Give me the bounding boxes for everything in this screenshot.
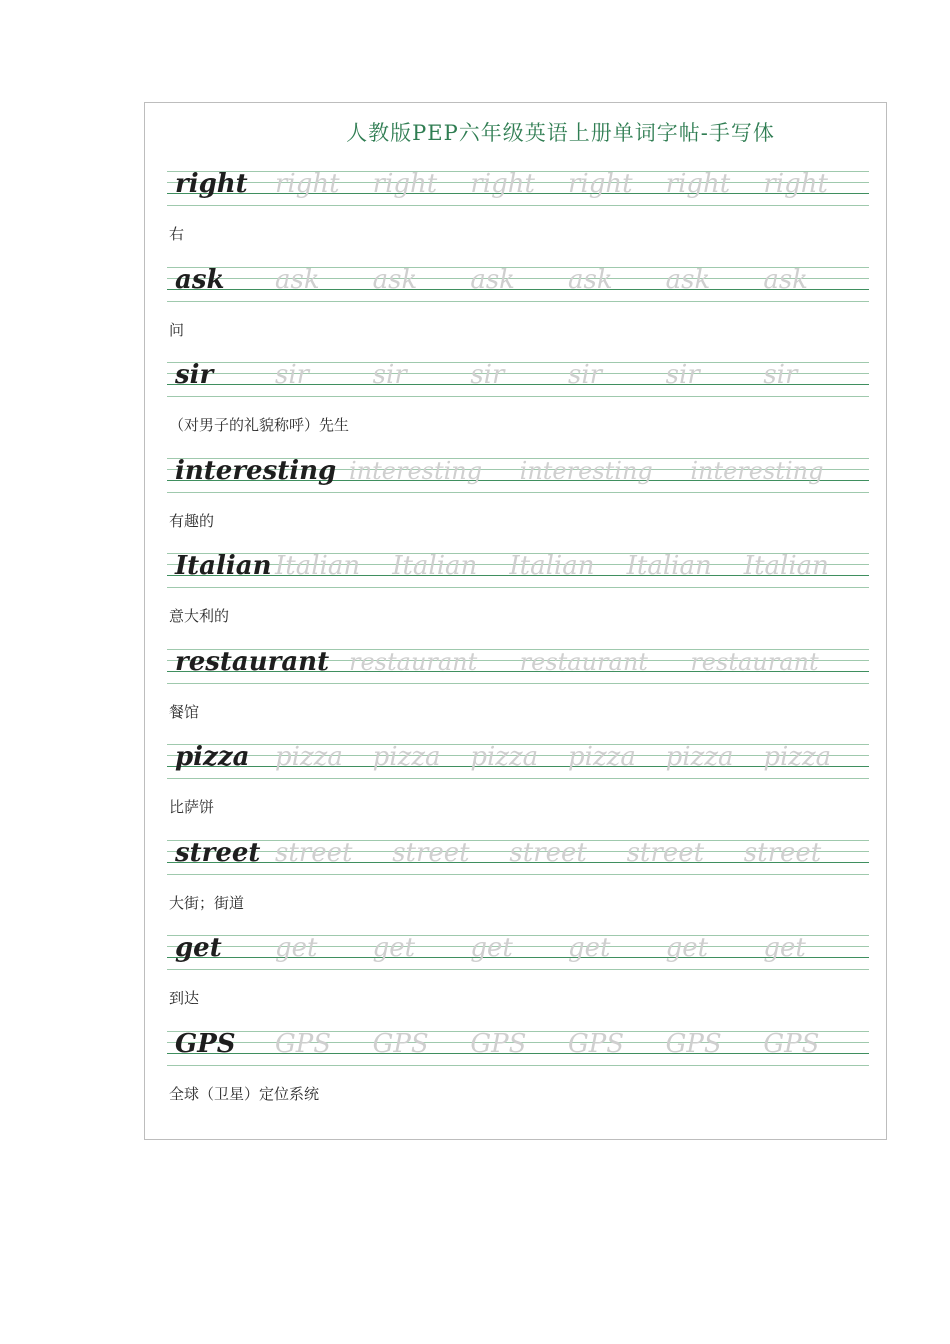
word-meaning: 右 bbox=[169, 225, 185, 243]
word-meaning: 有趣的 bbox=[169, 511, 215, 530]
practice-row bbox=[167, 643, 869, 691]
trace-word: Italian bbox=[509, 551, 595, 581]
trace-word: Italian bbox=[275, 551, 361, 581]
trace-word: right bbox=[372, 169, 438, 199]
model-word: restaurant bbox=[175, 646, 330, 677]
trace-word: pizza bbox=[665, 742, 734, 772]
model-word: GPS bbox=[175, 1028, 236, 1059]
trace-word: right bbox=[275, 169, 340, 199]
trace-word: sir bbox=[763, 360, 798, 390]
model-word: pizza bbox=[175, 742, 250, 772]
trace-word: ask bbox=[568, 264, 613, 295]
guide-line bbox=[167, 396, 869, 397]
word-meaning: 意大利的 bbox=[169, 607, 230, 625]
copybook-sheet bbox=[144, 102, 887, 1140]
trace-word: ask bbox=[275, 264, 320, 295]
trace-word: Italian bbox=[743, 551, 829, 581]
word-meaning: 问 bbox=[169, 320, 185, 339]
word-meaning: 比萨饼 bbox=[169, 798, 215, 816]
trace-word: sir bbox=[275, 360, 310, 390]
trace-word: right bbox=[568, 169, 633, 199]
guide-line bbox=[167, 1065, 869, 1066]
model-word: sir bbox=[175, 360, 214, 390]
trace-word: ask bbox=[470, 264, 515, 295]
practice-row bbox=[167, 452, 869, 500]
trace-word: restaurant bbox=[349, 647, 478, 676]
word-meaning: 到达 bbox=[169, 989, 200, 1007]
model-word: get bbox=[175, 933, 222, 963]
trace-word: right bbox=[763, 169, 828, 199]
trace-word: get bbox=[275, 933, 318, 963]
word-meaning: 大街；街道 bbox=[169, 893, 245, 912]
trace-word: GPS bbox=[275, 1028, 332, 1059]
trace-word: street bbox=[509, 837, 587, 868]
trace-word: restaurant bbox=[519, 647, 648, 676]
model-word: Italian bbox=[175, 551, 272, 581]
trace-word: pizza bbox=[372, 742, 441, 772]
guide-line bbox=[167, 587, 869, 588]
trace-word: street bbox=[392, 837, 470, 868]
page-title: 人教版PEP六年级英语上册单词字帖-手写体 bbox=[346, 121, 775, 145]
model-word: ask bbox=[175, 264, 225, 295]
trace-word: get bbox=[665, 933, 709, 963]
trace-word: right bbox=[665, 169, 731, 199]
practice-row bbox=[167, 547, 869, 595]
trace-word: GPS bbox=[763, 1028, 820, 1059]
trace-word: interesting bbox=[519, 456, 653, 485]
practice-row bbox=[167, 929, 869, 977]
trace-word: interesting bbox=[690, 456, 824, 485]
practice-row bbox=[167, 261, 869, 309]
trace-word: GPS bbox=[470, 1028, 527, 1059]
trace-word: GPS bbox=[665, 1028, 722, 1059]
trace-word: get bbox=[372, 933, 416, 963]
trace-word: sir bbox=[665, 360, 700, 390]
trace-word: pizza bbox=[568, 742, 636, 772]
guide-line bbox=[167, 205, 869, 206]
word-meaning: 餐馆 bbox=[169, 702, 200, 721]
trace-word: restaurant bbox=[690, 647, 819, 676]
model-word: right bbox=[175, 169, 248, 199]
practice-row bbox=[167, 1025, 869, 1073]
trace-word: get bbox=[568, 933, 611, 963]
guide-line bbox=[167, 778, 869, 779]
trace-word: street bbox=[275, 837, 353, 868]
trace-word: street bbox=[743, 837, 822, 868]
guide-line bbox=[167, 301, 869, 302]
model-word: street bbox=[175, 837, 261, 868]
trace-word: street bbox=[626, 837, 705, 868]
practice-row bbox=[167, 834, 869, 882]
word-meaning: 全球（卫星）定位系统 bbox=[169, 1084, 320, 1103]
trace-word: ask bbox=[372, 264, 418, 295]
trace-word: ask bbox=[763, 264, 808, 295]
model-word: interesting bbox=[175, 455, 337, 486]
guide-line bbox=[167, 683, 869, 684]
guide-line bbox=[167, 969, 869, 970]
trace-word: ask bbox=[665, 264, 711, 295]
trace-word: sir bbox=[470, 360, 505, 390]
trace-word: sir bbox=[372, 360, 407, 390]
trace-word: right bbox=[470, 169, 535, 199]
trace-word: pizza bbox=[763, 742, 832, 772]
trace-word: get bbox=[470, 933, 513, 963]
trace-word: interesting bbox=[349, 456, 483, 485]
trace-word: Italian bbox=[626, 551, 712, 581]
trace-word: Italian bbox=[392, 551, 478, 581]
practice-row bbox=[167, 356, 869, 404]
trace-word: pizza bbox=[275, 742, 343, 772]
practice-row bbox=[167, 738, 869, 786]
trace-word: pizza bbox=[470, 742, 539, 772]
guide-line bbox=[167, 492, 869, 493]
trace-word: GPS bbox=[372, 1028, 429, 1059]
guide-line bbox=[167, 874, 869, 875]
word-meaning: （对男子的礼貌称呼）先生 bbox=[169, 416, 350, 434]
trace-word: GPS bbox=[568, 1028, 625, 1059]
practice-row bbox=[167, 165, 869, 213]
trace-word: get bbox=[763, 933, 806, 963]
trace-word: sir bbox=[568, 360, 603, 390]
